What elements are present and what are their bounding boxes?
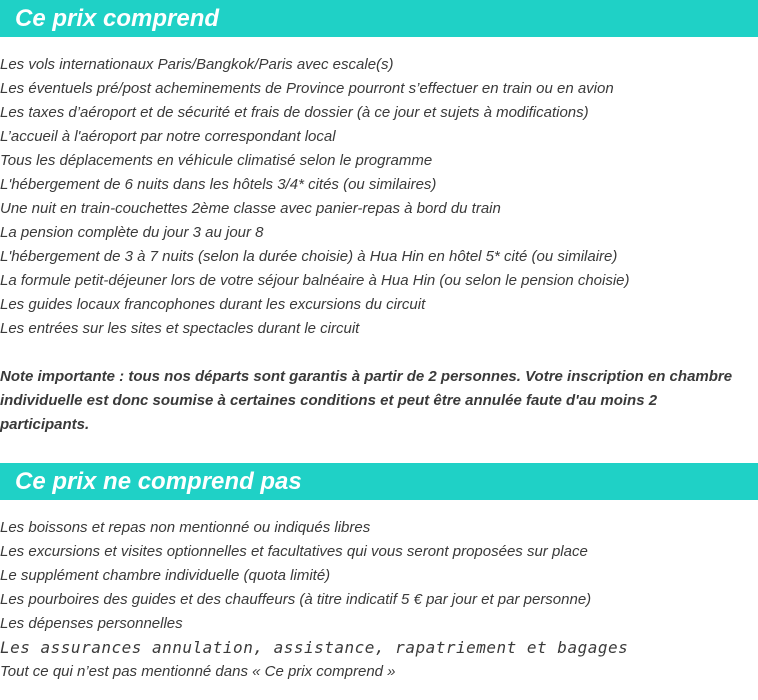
included-section-title: Ce prix comprend [0,0,758,37]
list-item: La formule petit-déjeuner lors de votre séjour balnéaire à Hua Hin (ou selon le pension choisie) [0,272,630,289]
list-item: Les éventuels pré/post acheminements de Province pourront s’effectuer en train ou en avion [0,80,614,97]
excluded-list [0,516,758,684]
list-item: Les boissons et repas non mentionné ou indiqués libres [0,519,371,536]
important-note: Note importante : tous nos départs sont garantis à partir de 2 personnes. Votre inscription en chambre individuelle est donc soumise à certaines conditions et peut être annulée faute d'au moins 2 participants. [0,368,733,433]
list-item: La pension complète du jour 3 au jour 8 [0,224,264,241]
list-item: L'hébergement de 6 nuits dans les hôtels 3/4* cités (ou similaires) [0,176,437,193]
list-item: Tout ce qui n’est pas mentionné dans « Ce prix comprend » [0,663,396,680]
list-item: Une nuit en train-couchettes 2ème classe avec panier-repas à bord du train [0,200,501,217]
list-item: Les pourboires des guides et des chauffeurs (à titre indicatif 5 € par jour et par personne) [0,591,592,608]
list-item: Les taxes d’aéroport et de sécurité et frais de dossier (à ce jour et sujets à modifications) [0,104,589,121]
list-item: Le supplément chambre individuelle (quota limité) [0,567,331,584]
list-item: L'hébergement de 3 à 7 nuits (selon la durée choisie) à Hua Hin en hôtel 5* cité (ou similaire) [0,248,618,265]
list-item: Les assurances annulation, assistance, rapatriement et bagages [0,638,629,657]
list-item: Les dépenses personnelles [0,615,183,632]
list-item: Les guides locaux francophones durant les excursions du circuit [0,296,426,313]
list-item: Tous les déplacements en véhicule climatisé selon le programme [0,152,433,169]
excluded-section-title: Ce prix ne comprend pas [0,463,758,500]
list-item: Les entrées sur les sites et spectacles durant le circuit [0,320,360,337]
included-list [0,53,758,341]
list-item: Les excursions et visites optionnelles et facultatives qui vous seront proposées sur place [0,543,588,560]
list-item: Les vols internationaux Paris/Bangkok/Paris avec escale(s) [0,56,394,73]
list-item: L’accueil à l'aéroport par notre correspondant local [0,128,336,145]
